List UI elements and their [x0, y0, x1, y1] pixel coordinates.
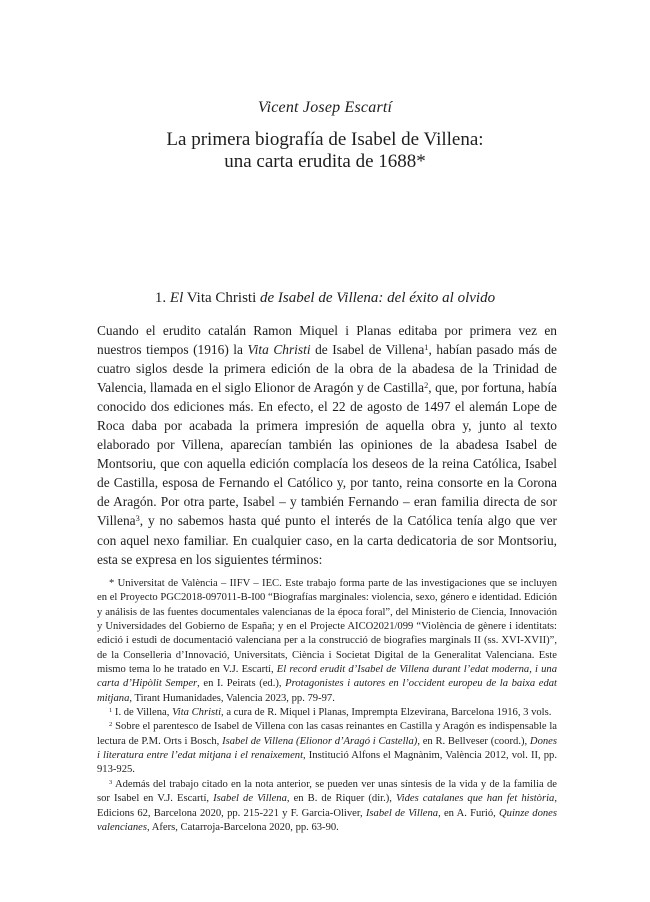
footnote-number: 2 [109, 721, 113, 729]
footnote-ref-3: 3 [135, 514, 140, 524]
footnote-text: , en I. Peirats (ed.), [197, 678, 286, 690]
body-text-italic: Vita Christi [247, 342, 311, 358]
footnote-1 [97, 706, 557, 720]
footnote-text: , Afers, Catarroja-Barcelona 2020, pp. 63-90. [147, 821, 339, 833]
section-heading [0, 290, 650, 307]
footnote-ref-1: 1 [424, 342, 429, 352]
section-number: 1. [154, 290, 170, 306]
body-paragraph [97, 321, 557, 569]
footnote-text: , en A. Furió, [438, 807, 500, 819]
footnote-text: , Edicions 62, Barcelona 2020, pp. 215-221 y F. Garcia-Oliver, [97, 793, 557, 819]
footnote-italic: Isabel de Villena [365, 807, 439, 819]
footnote-3 [97, 778, 557, 835]
body-text-part: Cuando el erudito catalán Ramon Miquel i Planas editaba por primera vez en nuestros tiempos (1916) la [97, 323, 557, 358]
section-heading-vita: Vita Christi [183, 290, 260, 306]
title-line-1: La primera biografía de Isabel de Villena: [166, 129, 484, 150]
footnote-text: * Universitat de València – IIFV – IEC. Este trabajo forma parte de las investigaciones que se incluyen en el Proyecto PGC2018-097011-B-I00 “Biografías marginales: violencia, sexo, género e identidad. Edición y análisis de las fuentes documentales valencianas de la época foral”, del Ministerio de Ciencia, Innovación y Universidades del Gobierno de España; y en el Projecte AICO2021/099 “Violència de gènere i identitats: edició i estudi de documentació valenciana per a la construcció de biografies marginals II (ss. XVI-XVII)”, de la Conselleria d’Innovació, Universitats, Ciència i Societat Digital de la Generalitat Valenciana. Este mismo tema lo he tratado en V.J. Escartí, [97, 578, 557, 676]
footnote-text: , Tirant Humanidades, Valencia 2023, pp. 79-97. [129, 692, 335, 704]
footnotes [97, 577, 557, 835]
body-text-part: de Isabel de Villena [310, 342, 425, 358]
footnote-italic: Dones i literatura entre l’edat mitjana i el renaixement [97, 735, 557, 762]
footnote-text: Sobre el parentesco de Isabel de Villena con las casas reinantes en Castilla y Aragón es indispensable la lectura de P.M. Orts i Bosch, [97, 721, 557, 747]
footnote-italic: Vita Christi [172, 707, 222, 719]
footnote-text: , Institució Alfons el Magnànim, València 2012, vol. II, pp. 913-925. [97, 750, 557, 776]
body-text-part: , que, por fortuna, había conocido dos ediciones más. En efecto, el 22 de agosto de 1497 el alemán Lope de Roca daba por acabada la primera impresión de aquella obra y, junto al texto elaborado por Villena, aparecían también las opiniones de la abadesa Isabel de Montsoriu, que con aquella edición complacía los deseos de la reina Católica, Isabel de Castilla, esposa de Fernando el Católico y, por tanto, reina consorte en la Corona de Aragón. Por otra parte, Isabel – y también Fernando – eran familia directa de sor Villena [97, 380, 557, 529]
body-text-part: , y no sabemos hasta qué punto el interés de la Católica tenía algo que ver con aquel nexo familiar. En cualquier caso, en la carta dedicatoria de sor Montsoriu, esta se expresa en los siguientes términos: [97, 513, 557, 567]
footnote-2 [97, 720, 557, 777]
section-heading-el: El [169, 290, 184, 306]
footnote-text: I. de Villena, [112, 707, 173, 719]
footnote-italic: Isabel de Villena (Elionor d’Aragó i Castella) [222, 735, 418, 747]
footnote-number: 3 [109, 778, 113, 786]
footnote-italic: El record erudit d’Isabel de Villena durant l’edat moderna, i una carta d’Hipòlit Semper [97, 664, 557, 690]
article-title [0, 129, 650, 173]
footnote-number: 1 [109, 706, 113, 714]
footnote-italic: Vides catalanes que han fet història [395, 793, 555, 805]
footnote-italic: Protagonistes i autores en l’occident europeu de la baixa edat mitjana [97, 678, 557, 704]
body-text-part: , habían pasado más de cuatro siglos desde la primera edición de la obra de la abadesa de la Trinidad de Valencia, llamada en el siglo Elionor de Aragón y de Castilla [97, 342, 557, 396]
footnote-italic: Quinze dones valencianes [97, 807, 557, 833]
footnote-ref-2: 2 [424, 381, 429, 390]
footnote-italic: Isabel de Villena [213, 793, 287, 805]
footnote-text: , en B. de Riquer (dir.), [286, 793, 396, 805]
footnote-star [97, 577, 557, 706]
title-line-2: una carta erudita de 1688* [224, 151, 426, 172]
footnote-text: , en R. Bellveser (coord.), [417, 735, 530, 747]
section-heading-rest: de Isabel de Villena: del éxito al olvido [260, 290, 496, 306]
footnote-text: Además del trabajo citado en la nota anterior, se pueden ver unas síntesis de la vida y de la familia de sor Isabel en V.J. Escartí, [97, 778, 557, 805]
footnote-text: , a cura de R. Miquel i Planas, Imprempta Elzevirana, Barcelona 1916, 3 vols. [221, 707, 552, 719]
author-name: Vicent Josep Escartí [257, 99, 393, 116]
